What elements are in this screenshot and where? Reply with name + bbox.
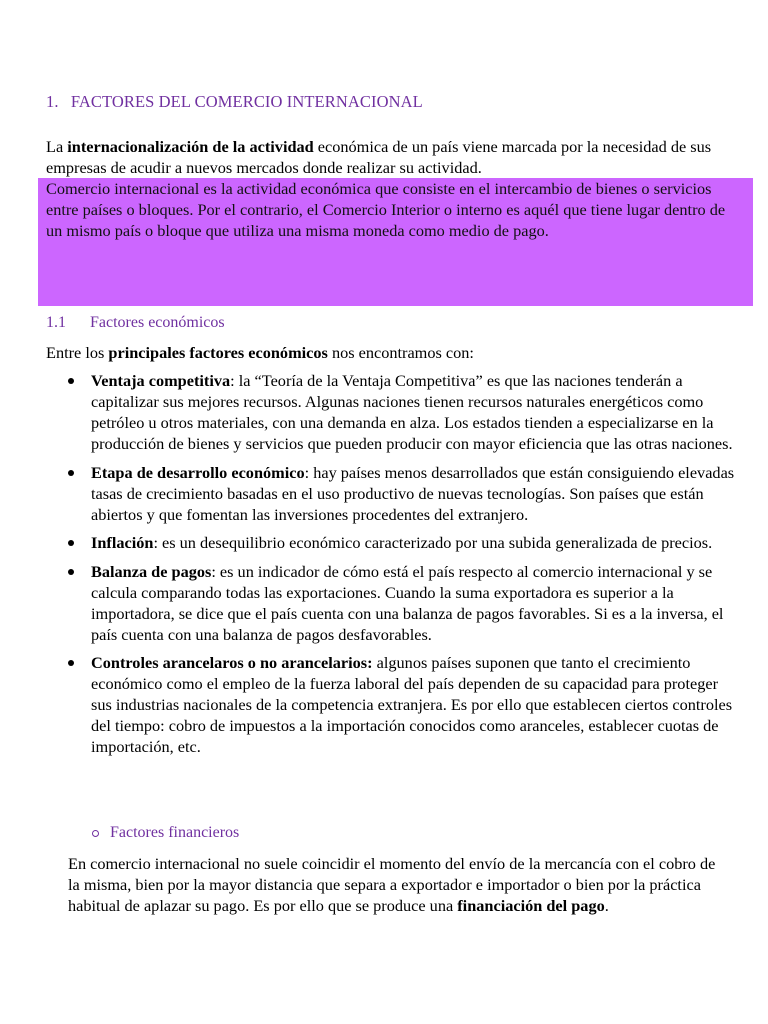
factor-term: Controles arancelaros o no arancelarios: xyxy=(91,653,373,672)
section-heading-1 xyxy=(46,92,423,112)
heading-title: Factores financieros xyxy=(110,824,240,841)
heading-title: FACTORES DEL COMERCIO INTERNACIONAL xyxy=(70,92,423,111)
factor-text: algunos países suponen que tanto el crecimiento económico como el empleo de la fuerza laboral del país dependen de su capacidad para proteger sus industrias nacionales de la competencia extranjera. Es por ello que establecen ciertos controles del tiempo: cobro de impuestos a la importación conocidos como aranceles, establecer cuotas de importación, etc. xyxy=(91,653,733,756)
factor-term: Etapa de desarrollo económico xyxy=(91,462,305,482)
intro-bold: internacionalización de la actividad xyxy=(67,137,314,156)
definition-text: Comercio internacional es la actividad económica que consiste en el intercambio de bienes o servicios entre países o bloques. Por el contrario, el Comercio Interior o interno es aquél que tiene lugar dentro de un mismo país o bloque que utiliza una misma moneda como medio de pago. xyxy=(46,179,726,240)
factor-term: Inflación xyxy=(91,533,154,552)
factor-text: : es un desequilibrio económico caracterizado por una subida generalizada de precios. xyxy=(153,533,713,552)
financial-paragraph xyxy=(68,853,728,916)
list-item xyxy=(46,652,736,757)
list-item xyxy=(46,532,736,553)
heading-number: 1.1 xyxy=(46,314,66,331)
intro-paragraph xyxy=(46,136,726,178)
entre-lead: Entre los xyxy=(46,343,109,362)
subsection-heading-financial xyxy=(110,824,239,842)
heading-number: 1. xyxy=(46,92,59,111)
final-lead: En comercio internacional no suele coincidir el momento del envío de la mercancía con el cobro de la misma, bien por la mayor distancia que separa a exportador e importador o bien por la práctica habitual de aplazar su pago. Es por ello que se produce una xyxy=(68,854,716,915)
final-rest: . xyxy=(604,896,609,915)
economic-factors-list xyxy=(46,370,736,765)
bullet-icon xyxy=(68,378,74,384)
list-item xyxy=(46,462,736,525)
bullet-icon xyxy=(68,660,74,666)
factor-text: : hay países menos desarrollados que están consiguiendo elevadas tasas de crecimiento basadas en el uso productivo de nuevas tecnologías. Son países que están abiertos y que fomentan las inversiones procedentes del extranjero. xyxy=(91,462,735,524)
entre-bold: principales factores económicos xyxy=(108,343,328,362)
factor-text: : la “Teoría de la Ventaja Competitiva” es que las naciones tenderán a capitalizar sus mejores recursos. Algunas naciones tienen recursos naturales energéticos como petróleo u otros materiales, con una demanda en alza. Los estados tienden a especializarse en la producción de bienes y servicios que pueden producir con mayor eficiencia que las otras naciones. xyxy=(91,371,733,453)
factor-term: Balanza de pagos xyxy=(91,561,212,581)
intro-rest: económica de un país viene marcada por la necesidad de sus empresas de acudir a nuevos mercados donde realizar su actividad. xyxy=(46,137,712,177)
factor-term: Ventaja competitiva xyxy=(91,371,231,390)
intro-lead: La xyxy=(46,137,68,156)
final-bold: financiación del pago xyxy=(457,896,605,915)
bullet-icon xyxy=(68,540,74,546)
entre-rest: nos encontramos con: xyxy=(327,343,474,362)
highlighted-definition xyxy=(38,178,753,306)
heading-title: Factores económicos xyxy=(90,314,225,331)
list-item xyxy=(46,370,736,454)
bullet-icon xyxy=(68,569,74,575)
factors-intro-paragraph xyxy=(46,342,474,363)
bullet-icon xyxy=(68,470,74,476)
factor-text: : es un indicador de cómo está el país respecto al comercio internacional y se calcula comparando todas las exportaciones. Cuando la suma exportadora es superior a la importadora, se dice que el país cuenta con una balanza de pagos favorables. Si es a la inversa, el país cuenta con una balanza de pagos desfavorables. xyxy=(91,561,724,644)
list-item xyxy=(46,561,736,645)
section-heading-1-1 xyxy=(46,314,225,332)
circle-bullet-icon xyxy=(92,830,99,837)
